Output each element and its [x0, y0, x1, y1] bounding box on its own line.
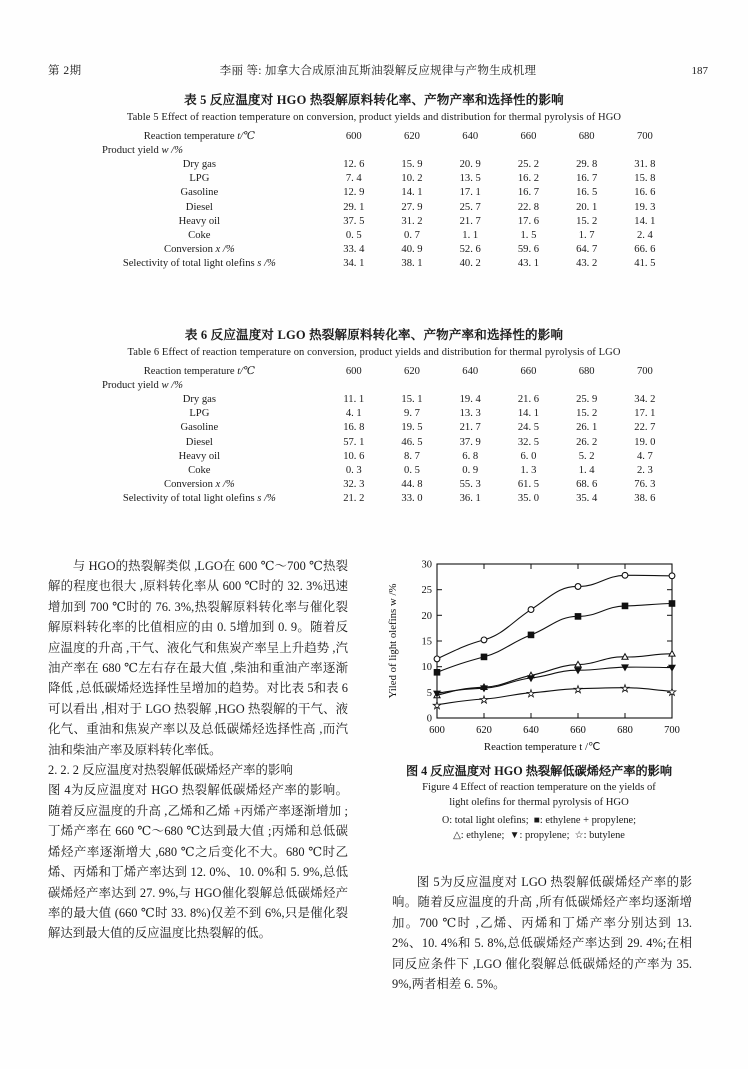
left-column	[48, 556, 348, 944]
table-5-header-unit: t/℃	[237, 130, 255, 142]
table-6-row-3-v3: 32. 5	[517, 436, 540, 448]
table-6-row-4-label: Heavy oil	[178, 450, 221, 462]
table-5-row-4-v4: 15. 2	[576, 215, 598, 227]
svg-text:20: 20	[421, 610, 432, 622]
table-6-subhead	[74, 378, 325, 392]
table-6-row-0-v5: 34. 2	[634, 393, 656, 405]
table-row	[74, 407, 674, 421]
table-6-row-3-v4: 26. 2	[576, 436, 598, 448]
svg-text:30: 30	[421, 559, 432, 571]
svg-text:660: 660	[570, 725, 586, 736]
table-5-conversion-unit: x /%	[215, 244, 235, 256]
table-5-selectivity-v0: 34. 1	[343, 258, 365, 270]
table-6-row-0-v2: 19. 4	[459, 393, 481, 405]
left-paragraph-1: 与 HGO的热裂解类似 ,LGO在 600 ℃～700 ℃热裂解的程度也很大 ,原料转化率从 600 ℃时的 32. 3%迅速增加到 700 ℃时的 76. 3%,热裂解原料转化率与催化裂解原料转化率的比值相应的由 0. 5增加到 0. 9。随着反应温度的升高 ,干气、液化气和焦炭产率呈上升趋势 ,汽油产率在 680 ℃左右存在最大值 ,柴油和重油产率逐渐降低 ,总低碳烯烃选择性呈增加的趋势。对比表 5和表 6可以看出 ,相对于 LGO 热裂解 ,HGO 热裂解的干气、液化气、重油和焦炭产率以及总低碳烯烃选择性高 ,而汽油和柴油产率及原料转化率低。	[48, 559, 348, 757]
legend-sep-5: :	[583, 830, 590, 841]
table-6-selectivity-v5: 38. 6	[634, 493, 656, 505]
table-5-temp-1: 620	[404, 130, 420, 142]
table-5-row-2-v2: 17. 1	[459, 187, 481, 199]
table-6-row-5-v3: 1. 3	[520, 464, 537, 476]
legend-semicolon-1: ;	[525, 815, 534, 826]
table-row	[74, 228, 674, 242]
table-5-row-0-v1: 15. 9	[401, 158, 423, 170]
table-6-conversion-v2: 55. 3	[459, 479, 481, 491]
figure-4-caption-cn: 图 4 反应温度对 HGO 热裂解低碳烯烃产率的影响	[405, 764, 673, 778]
table-5-row-2-v0: 12. 9	[343, 187, 365, 199]
table-6-row-4-v2: 6. 8	[462, 450, 479, 462]
table-5-row-1-v3: 16. 2	[517, 173, 540, 185]
svg-text:680: 680	[617, 725, 633, 736]
table-row	[74, 200, 674, 214]
table-5-conversion-text: Conversion	[164, 244, 213, 256]
series-propylene-markers	[434, 665, 675, 697]
table-5-temp-3: 660	[520, 130, 537, 142]
table-6-selectivity-v3: 35. 0	[517, 493, 540, 505]
svg-text:640: 640	[523, 725, 539, 736]
table-5-subhead	[74, 143, 325, 157]
legend-sep-3: :	[460, 830, 467, 841]
table-6-temp-5: 700	[636, 365, 653, 377]
running-head	[48, 62, 708, 80]
chart-svg	[380, 552, 698, 758]
table-5-row-0-label: Dry gas	[182, 158, 216, 170]
table-6-selectivity-v4: 35. 4	[576, 493, 598, 505]
table-6-row-3-v2: 37. 9	[459, 436, 481, 448]
table-6-subhead-unit: w /%	[161, 379, 183, 391]
legend-open-circle-icon: O	[441, 815, 450, 826]
table-5	[74, 128, 674, 271]
legend-open-star-icon: ☆	[574, 830, 584, 841]
legend-semicolon-4: ;	[566, 830, 575, 841]
table-6-row-0-label: Dry gas	[182, 393, 216, 405]
series-butylene-line	[437, 688, 672, 705]
table-5-selectivity-v4: 43. 2	[576, 258, 598, 270]
table-5-temp-4: 680	[578, 130, 595, 142]
table-6-selectivity-v2: 36. 1	[459, 493, 481, 505]
table-5-row-2-v4: 16. 5	[576, 187, 598, 199]
table-6-row-4-v0: 10. 6	[343, 450, 365, 462]
table-6-row-1-v5: 17. 1	[634, 408, 656, 420]
table-row	[74, 257, 674, 271]
svg-text:5: 5	[426, 687, 432, 699]
svg-text:0: 0	[426, 713, 432, 725]
svg-text:620: 620	[476, 725, 492, 736]
legend-label-total-light-olefins: total light olefins	[454, 815, 526, 826]
table-5-row-2-v1: 14. 1	[401, 187, 423, 199]
table-6-row-5-v1: 0. 5	[404, 464, 420, 476]
table-5-row-1-label: LPG	[189, 173, 210, 185]
table-6-row-4-v3: 6. 0	[520, 450, 537, 462]
table-6-row-3-label: Diesel	[185, 436, 213, 448]
table-6-row-1-v2: 13. 3	[459, 408, 481, 420]
table-6-temp-2: 640	[462, 365, 479, 377]
svg-text:600: 600	[429, 725, 445, 736]
chart-axes	[437, 564, 672, 718]
table-row	[74, 128, 674, 143]
table-5-conversion-v2: 52. 6	[459, 244, 481, 256]
table-5-row-5-v0: 0. 5	[345, 229, 362, 241]
table-5-row-1-v0: 7. 4	[345, 173, 362, 185]
legend-filled-square-icon: ■	[533, 815, 540, 826]
table-5-row-4-v1: 31. 2	[401, 215, 423, 227]
legend-filled-triangle-down-icon: ▼	[509, 830, 520, 841]
figure-4-chart	[380, 552, 698, 758]
page-number: 187	[691, 65, 708, 77]
table-row	[74, 392, 674, 406]
chart-y-ticklabels	[422, 560, 433, 725]
table-6-row-1-v4: 15. 2	[576, 408, 598, 420]
figure-4-legend	[380, 813, 698, 843]
table-6-row-0-v0: 11. 1	[343, 393, 365, 405]
table-5-row-3-v5: 19. 3	[634, 201, 656, 213]
chart-xlabel: Reaction temperature t /℃	[483, 741, 601, 753]
chart-ylabel: Yiled of light olefins w /%	[387, 583, 399, 699]
series-total-light-olefins-markers	[434, 572, 675, 661]
table-5-row-4-label: Heavy oil	[178, 215, 221, 227]
table-5-subhead-text: Product yield	[102, 144, 159, 156]
table-6-block	[48, 325, 700, 506]
table-6-row-2-v2: 21. 7	[459, 422, 481, 434]
table-5-row-0-v2: 20. 9	[459, 158, 481, 170]
table-6-row-4-v5: 4. 7	[636, 450, 653, 462]
table-5-row-5-v1: 0. 7	[404, 229, 420, 241]
legend-label-ethylene: ethylene	[466, 830, 502, 841]
legend-label-butylene: butylene	[589, 830, 625, 841]
table-5-selectivity-v3: 43. 1	[517, 258, 540, 270]
table-6-row-4-v1: 8. 7	[404, 450, 420, 462]
table-5-row-0-v0: 12. 6	[343, 158, 365, 170]
table-6-row-2-v0: 16. 8	[343, 422, 365, 434]
table-6-row-1-v3: 14. 1	[517, 408, 540, 420]
figure-4-caption-en-line1: Figure 4 Effect of reaction temperature on the yields of	[422, 782, 656, 793]
table-5-temp-5: 700	[636, 130, 653, 142]
chart-x-ticklabels	[429, 725, 680, 736]
legend-semicolon-2: ;	[633, 815, 637, 826]
table-6-header-text: Reaction temperature	[143, 365, 235, 377]
table-5-temp-0: 600	[345, 130, 362, 142]
left-paragraph-2: 图 4为反应温度对 HGO 热裂解低碳烯烃产率的影响。随着反应温度的升高 ,乙烯和乙烯 +丙烯产率逐渐增加 ;丁烯产率在 660 ℃～680 ℃达到最大值 ;丙烯和总低碳烯烃产率逐渐增大 ,680 ℃之后变化不大。680 ℃时乙烯、丙烯和丁烯产率达到 12. 0%、10. 0%和 5. 9%,总低碳烯烃产率达到 27. 9%,与 HGO催化裂解总低碳烯烃产率的最大值 (660 ℃时 33. 8%)仅差不到 6%,只是催化裂解达到最大值的反应温度比热裂解的低。	[48, 783, 348, 941]
table-5-row-3-v1: 27. 9	[401, 201, 423, 213]
table-5-row-1-v4: 16. 7	[576, 173, 598, 185]
table-6-temp-1: 620	[404, 365, 420, 377]
table-5-subhead-unit: w /%	[161, 144, 183, 156]
table-row	[74, 463, 674, 477]
right-paragraph-1: 图 5为反应温度对 LGO 热裂解低碳烯烃产率的影响。随着反应温度的升高 ,所有低碳烯烃产率均逐渐增加。700 ℃时 ,乙烯、丙烯和丁烯产率分别达到 13. 2%、10. 4%和 5. 8%,总低碳烯烃产率达到 29. 4%;在相同反应条件下 ,LGO 催化裂解总低碳烯烃的产率为 35. 9%,两者相差 6. 5%。	[392, 875, 692, 992]
figure-4-caption-en-line2: light olefins for thermal pyrolysis of HGO	[449, 796, 629, 808]
table-5-row-4-v0: 37. 5	[343, 215, 365, 227]
running-head-title: 李丽 等: 加拿大合成原油瓦斯油裂解反应规律与产物生成机理	[219, 65, 537, 77]
table-5-row-3-v2: 25. 7	[459, 201, 481, 213]
table-6-row-3-v5: 19. 0	[634, 436, 656, 448]
table-5-selectivity-text: Selectivity of total light olefins	[122, 258, 255, 270]
svg-text:15: 15	[421, 636, 432, 648]
figure-4	[380, 552, 698, 843]
table-6-row-4-v4: 5. 2	[578, 450, 595, 462]
table-row	[74, 143, 674, 157]
table-6-title-en: Table 6 Effect of reaction temperature on conversion, product yields and distribution for thermal pyrolysis of LGO	[127, 347, 621, 358]
figure-4-caption-en	[380, 781, 698, 810]
table-6-row-5-label: Coke	[188, 464, 211, 476]
table-6-selectivity-label	[74, 492, 325, 506]
table-6-row-3-v0: 57. 1	[343, 436, 365, 448]
table-6-temp-3: 660	[520, 365, 537, 377]
section-heading-2-2-2: 2. 2. 2 反应温度对热裂解低碳烯烃产率的影响	[48, 763, 293, 778]
table-6-row-5-v5: 2. 3	[636, 464, 653, 476]
table-row	[74, 478, 674, 492]
table-6-row-2-v1: 19. 5	[401, 422, 423, 434]
table-6-row-5-v0: 0. 3	[345, 464, 362, 476]
table-6-temp-0: 600	[345, 365, 362, 377]
table-5-conversion-v4: 64. 7	[576, 244, 598, 256]
table-6-row-2-v5: 22. 7	[634, 422, 656, 434]
series-ethylene-propylene-line	[437, 604, 672, 673]
table-5-row-5-v5: 2. 4	[636, 229, 653, 241]
table-row	[74, 157, 674, 171]
table-6-header-label	[74, 363, 325, 378]
table-6-row-3-v1: 46. 5	[401, 436, 423, 448]
table-row	[74, 492, 674, 506]
legend-sep-2: :	[539, 815, 546, 826]
table-5-title-en: Table 5 Effect of reaction temperature on conversion, product yields and distribution for thermal pyrolysis of HGO	[126, 112, 622, 123]
table-5-row-2-v3: 16. 7	[517, 187, 540, 199]
legend-sep-1: :	[449, 815, 455, 826]
svg-text:10: 10	[421, 662, 432, 674]
table-5-row-4-v5: 14. 1	[634, 215, 656, 227]
table-6-subhead-text: Product yield	[102, 379, 159, 391]
svg-text:25: 25	[421, 585, 432, 597]
table-6-conversion-unit: x /%	[215, 479, 235, 491]
table-5-selectivity-label	[74, 257, 325, 271]
legend-sep-4: :	[519, 830, 525, 841]
figure-4-legend-line-2	[380, 828, 698, 843]
series-ethylene-propylene-markers	[434, 601, 675, 675]
table-6-row-1-label: LPG	[189, 408, 210, 420]
table-6-row-2-v3: 24. 5	[517, 422, 540, 434]
table-5-row-1-v2: 13. 5	[459, 173, 481, 185]
table-5-row-5-v4: 1. 7	[578, 229, 595, 241]
table-5-row-4-v2: 21. 7	[459, 215, 481, 227]
table-row	[74, 435, 674, 449]
series-propylene-line	[437, 667, 672, 693]
right-column	[392, 872, 692, 994]
table-5-row-3-v4: 20. 1	[576, 201, 598, 213]
table-row	[74, 421, 674, 435]
table-row	[74, 363, 674, 378]
table-5-row-3-label: Diesel	[185, 201, 213, 213]
table-5-row-5-v3: 1. 5	[520, 229, 537, 241]
table-6-row-2-v4: 26. 1	[576, 422, 598, 434]
table-5-row-5-label: Coke	[188, 229, 211, 241]
table-6-row-1-v0: 4. 1	[345, 408, 362, 420]
table-6-temp-4: 680	[578, 365, 595, 377]
table-5-row-2-v5: 16. 6	[634, 187, 656, 199]
table-5-row-4-v3: 17. 6	[517, 215, 540, 227]
legend-label-propylene: propylene	[525, 830, 567, 841]
table-5-conversion-v5: 66. 6	[634, 244, 656, 256]
table-6-row-0-v3: 21. 6	[517, 393, 540, 405]
table-6-conversion-label	[74, 478, 325, 492]
table-6-title-cn: 表 6 反应温度对 LGO 热裂解原料转化率、产物产率和选择性的影响	[184, 328, 564, 342]
table-6-row-0-v4: 25. 9	[576, 393, 598, 405]
legend-open-triangle-icon: △	[453, 830, 461, 841]
table-row	[74, 378, 674, 392]
table-5-selectivity-v2: 40. 2	[459, 258, 481, 270]
table-5-temp-2: 640	[462, 130, 479, 142]
table-row	[74, 449, 674, 463]
table-5-conversion-v1: 40. 9	[401, 244, 423, 256]
table-row	[74, 172, 674, 186]
table-6-row-0-v1: 15. 1	[401, 393, 423, 405]
chart-series-lines	[437, 575, 672, 704]
table-5-row-3-v0: 29. 1	[343, 201, 365, 213]
table-5-block	[48, 90, 700, 271]
table-6-header-unit: t/℃	[237, 365, 255, 377]
running-head-issue: 第 2期	[48, 65, 82, 77]
table-5-conversion-v0: 33. 4	[343, 244, 365, 256]
svg-text:700: 700	[664, 725, 680, 736]
table-5-conversion-v3: 59. 6	[517, 244, 540, 256]
table-row	[74, 186, 674, 200]
table-6-row-5-v2: 0. 9	[462, 464, 479, 476]
table-5-row-0-v4: 29. 8	[576, 158, 598, 170]
table-5-row-2-label: Gasoline	[180, 187, 219, 199]
table-6-conversion-text: Conversion	[164, 479, 213, 491]
table-6-conversion-v3: 61. 5	[517, 479, 540, 491]
table-row	[74, 243, 674, 257]
table-6-selectivity-text: Selectivity of total light olefins	[122, 493, 255, 505]
series-total-light-olefins-line	[437, 575, 672, 659]
table-6-selectivity-v1: 33. 0	[401, 493, 423, 505]
legend-semicolon-3: ;	[501, 830, 510, 841]
table-5-title-cn: 表 5 反应温度对 HGO 热裂解原料转化率、产物产率和选择性的影响	[184, 93, 564, 107]
table-5-selectivity-v1: 38. 1	[401, 258, 423, 270]
table-6-row-5-v4: 1. 4	[578, 464, 595, 476]
table-5-header-text: Reaction temperature	[143, 130, 235, 142]
table-5-row-0-v5: 31. 8	[634, 158, 656, 170]
table-6-row-1-v1: 9. 7	[404, 408, 420, 420]
table-6	[74, 363, 674, 506]
legend-label-ethylene-propylene: ethylene + propylene	[545, 815, 634, 826]
table-6-conversion-v1: 44. 8	[401, 479, 423, 491]
table-5-row-1-v1: 10. 2	[401, 173, 423, 185]
table-6-conversion-v5: 76. 3	[634, 479, 656, 491]
table-5-row-3-v3: 22. 8	[517, 201, 540, 213]
table-5-row-0-v3: 25. 2	[517, 158, 540, 170]
table-5-selectivity-v5: 41. 5	[634, 258, 656, 270]
table-6-selectivity-v0: 21. 2	[343, 493, 365, 505]
table-row	[74, 214, 674, 228]
table-5-row-5-v2: 1. 1	[462, 229, 479, 241]
table-6-conversion-v0: 32. 3	[343, 479, 365, 491]
table-5-conversion-label	[74, 243, 325, 257]
table-5-header-label	[74, 128, 325, 143]
table-6-conversion-v4: 68. 6	[576, 479, 598, 491]
table-5-selectivity-unit: s /%	[257, 258, 276, 270]
table-6-row-2-label: Gasoline	[180, 422, 219, 434]
table-6-selectivity-unit: s /%	[257, 493, 276, 505]
figure-4-legend-line-1	[380, 813, 698, 828]
table-5-row-1-v5: 15. 8	[634, 173, 656, 185]
